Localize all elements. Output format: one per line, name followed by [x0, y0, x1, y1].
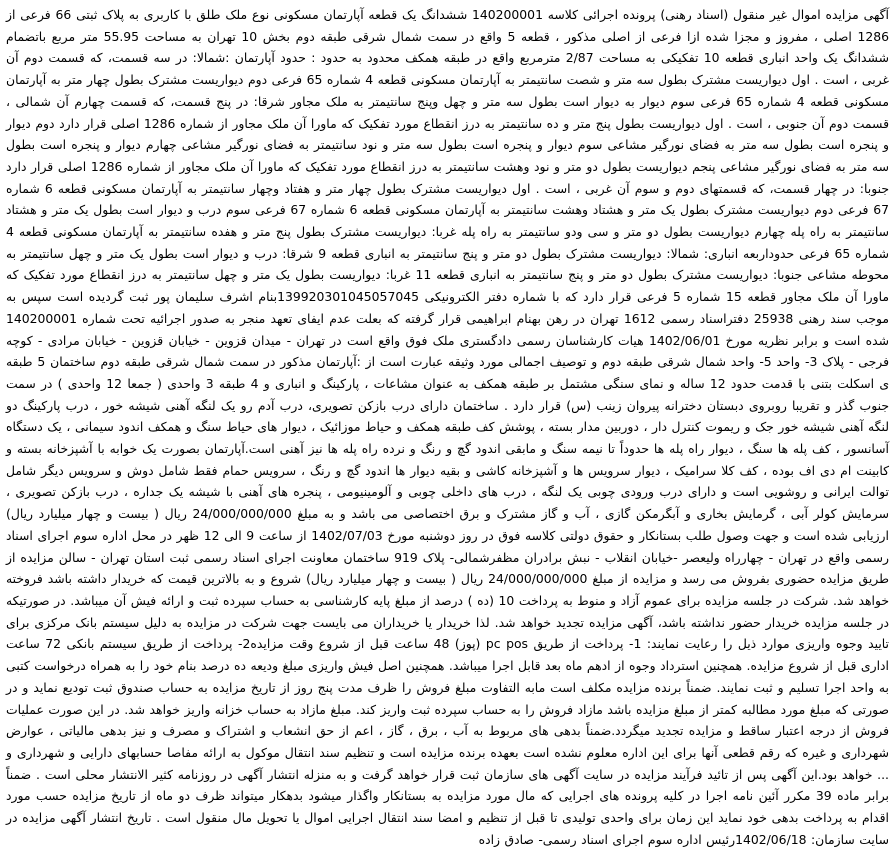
notice-body-text: آگهی مزایده اموال غیر منقول (اسناد رهنی) پرونده اجرائی کلاسه 140200001 ششدانگ یک قطعه آپارتمان مسکونی نوع ملک طلق با کاربری به پلاک ثبتی 66 فرعی از 1286 اصلی ، مفروز و مجزا شده ازا فرعی از اصلی مذکور ، قطعه 5 واقع در سمت شمال شرقی طبقه دوم بخش 10 تهران به مساحت 55.95 متر مربع باتضمام ششدانگ یک واحد انباری قطعه 10 تفکیکی به مساحت 2/87 مترمربع واقع در طبقه همکف محدود به حدود : حدود آپارتمان :شمالا: در سه قسمت، که قسمت دوم آن غربی ، است . اول دیواریست مشترک بطول سه متر و شصت سانتیمتر به آپارتمان مسکونی قطعه 4 شماره 65 فرعی دوم دیواریست مشترک بطول چهار متر به آپارتمان مسکونی قطعه 4 شماره 65 فرعی سوم دیوار به دیوار است بطول سه متر و چهل وپنج سانتیمتر به ملک مجاور شرقا: در پنج قسمت، که قسمت چهارم آن شمالی ، قسمت دوم آن جنوبی ، است . اول دیواریست بطول پنج متر و ده سانتیمتر به درز انقطاع مورد تفکیک که ماورا آن ملک مجاور از شماره 1286 اصلی قرار دارد دوم دیوار و پنجره است بطول سه متر به فضای نورگیر مشاعی سوم دیوار و پنجره است بطول سه متر و نود سانتیمتر به فضای نورگیر مشاعی چهارم دیوار و پنجره است بطول سه متر به فضای نورگیر مشاعی پنجم دیواریست بطول دو متر و نود وهشت سانتیمتر به درز انقطاع مورد تفکیک که ماورا آن ملک مجاور از شماره 1286 اصلی قرار دارد جنوبا: در چهار قسمت، که قسمتهای دوم و سوم آن غربی ، است . اول دیواریست مشترک بطول چهار متر و هفتاد وچهار سانتیمتر به آپارتمان مسکونی قطعه 6 شماره 67 فرعی دوم دیواریست مشترک بطول یک متر و هشتاد وهشت سانتیمتر به آپارتمان مسکونی قطعه 6 شماره 67 فرعی سوم درب و دیوار است بطول یک متر و هشتاد سانتیمتر به راه پله چهارم دیواریست بطول دو متر و سی ودو سانتیمتر به راه پله غربا: دیواریست مشترک بطول پنج متر و هفده سانتیمتر به آپارتمان مسکونی قطعه 4 شماره 65 فرعی حدوداربعه انباری: شمالا: دیواریست مشترک بطول دو متر و پنج سانتیمتر به انباری قطعه 9 شرقا: درب و دیوار است بطول یک متر و چهل سانتیمتر به محوطه مشاعی جنوبا: دیواریست مشترک بطول دو متر و پنج سانتیمتر به انباری قطعه 11 غربا: دیواریست بطول یک متر و چهل سانتیمتر به درز انقطاع مورد تفکیک که ماورا آن ملک مجاور قطعه 15 شماره 5 فرعی قرار دارد که با شماره دفتر الکترونیکی 139920301045057045بنام اشرف سلیمان پور ثبت گردیده است سپس به موجب سند رهنی 25938 دفتراسناد رسمی 1612 تهران در رهن بهنام ابراهیمی قرار گرفته که بعلت عدم ایفای تعهد منجر به صدور اجرائیه تحت شماره 140200001 شده است و برابر نظریه مورخ 1402/06/01 هیات کارشناسان رسمی دادگستری ملک فوق واقع است در تهران - میدان قزوین - خیابان قزوین - خیابان مرادی - کوچه فرجی - پلاک 3- واحد 5- واحد شمال شرقی طبقه دوم و توصیف اجمالی مورد وثیقه عبارت است از :آپارتمان مذکور در سمت شمال شرقی طبقه دوم ساختمان 5 طبقه ی اسکلت بتنی با قدمت حدود 12 ساله و نمای سنگی مشتمل بر طبقه همکف به عنوان مشاعات ، پارکینگ و انباری و 4 طبقه 3 واحدی ( جمعا 12 واحدی ) در سمت جنوب گذر و تقریبا روبروی دبستان دخترانه پیروان زینب (س) قرار دارد . ساختمان دارای درب بازکن تصویری، درب آدم رو یک لنگه آهنی شیشه خور ، درب پارکینگ دو لنگه آهنی شیشه خور جک و ریموت کنترل دار ، دوربین مدار بسته ، پوشش کف طبقه همکف و حیاط موزائیک ، دیوار های حیاط سنگ و همکف اندود سیمانی ، یک دستگاه آسانسور ، کف پله ها سنگ ، دیوار راه پله ها حدوداً تا نیمه سنگ و مابقی اندود گچ و رنگ و نرده راه پله ها نیز آهنی است.آپارتمان بصورت یک خوابه با آشپزخانه بسته و کابینت ام دی اف بوده ، کف کلا سرامیک ، دیوار سرویس ها و آشپزخانه کاشی و بقیه دیوار ها اندود گچ و رنگ ، سرویس حمام فقط شامل دوش و سرویس دیگر شامل توالت ایرانی و روشویی است و دارای درب ورودی چوبی یک لنگه ، درب های داخلی چوبی و آلومینیومی ، پنجره های آهنی با شیشه یک جداره ، درب بازکن تصویری ، سرمایش کولر آبی ، گرمایش بخاری و آبگرمکن گازی ، آب و گاز مشترک و برق اختصاصی می باشد و به مبلغ 24/000/000/000 ریال ( بیست و چهار میلیارد ریال) ارزیابی شده است و جهت وصول طلب بستانکار و حقوق دولتی کلاسه فوق در روز دوشنبه مورخ 1402/07/03 از ساعت 9 الی 12 ظهر در محل اداره سوم اجرای اسناد رسمی واقع در تهران - چهارراه ولیعصر -خیابان انقلاب - نبش برادران مظفرشمالی- پلاک 919 ساختمان معاونت اجرای اسناد رسمی ثبت استان تهران - سالن مزایده از طریق مزایده حضوری بفروش می رسد و مزایده از مبلغ 24/000/000/000 ریال ( بیست و چهار میلیارد ریال) شروع و به بالاترین قیمت که خریدار داشته باشد فروخته خواهد شد. شرکت در جلسه مزایده برای عموم آزاد و منوط به پرداخت 10 (ده ) درصد از مبلغ پایه کارشناسی به حساب سپرده ثبت و ارائه فیش آن میباشد. در صورتیکه در جلسه مزایده خریدار حضور نداشته باشد، آگهی مزایده تجدید خواهد شد. لذا خریدار یا خریداران می بایست جهت شرکت در مزایده به دلیل سیستم بانک مرکزی برای تایید وجوه واریزی موارد ذیل را رعایت نمایند: 1- پرداخت از طریق pc pos (پوز) 48 ساعت قبل از شروع وقت مزایده2- پرداخت از طریق سیستم بانکی 72 ساعت اداری قبل از شروع مزایده. همچنین استرداد وجوه از ادهم ماه بعد قابل اجرا میباشد. همچنین اصل فیش واریزی مبلغ ودیعه ده درصد بنام خود را به همراه درخواست کتبی به واحد اجرا تسلیم و ثبت نمایند. ضمناً برنده مزایده مکلف است مابه التفاوت مبلغ فروش را ظرف مدت پنج روز از تاریخ مزایده به حساب صندوق ثبت تودیع نماید و در صورتی که مبلغ مورد مطالبه کمتر از مبلغ مزایده باشد مازاد فروش را به حساب سپرده ثبت واریز کند. مبلغ مازاد به حساب خزانه واریز خواهد شد. در این صورت عملیات فروش از درجه اعتبار ساقط و مزایده تجدید میگردد.ضمناً بدهی های مربوط به آب ، برق ، گاز ، اعم از حق انشعاب و اشتراک و مصرف و نیز بدهی مالیاتی ، عوارض شهرداری و غیره که رقم قطعی آنها برای این اداره معلوم نشده است بعهده برنده مزایده است و تنظیم سند انتقال موکول به ارائه مفاصا حسابهای دارایی و شهرداری و ... خواهد بود.این آگهی پس از تائید فرآیند مزایده در سایت آگهی های سازمان ثبت قرار خواهد گرفت و به منزله انتشار آگهی در روزنامه کثیر الانتشار محلی است . ضمناً برابر ماده 39 مکرر آئین نامه اجرا در کلیه پرونده های اجرایی که مال مورد مزایده به بستانکار واگذار میشود بدهکار میتواند ظرف دو ماه از تاریخ مزایده حسب مورد اقدام به پرداخت بدهی خود نماید این زمان برای واحدی تولیدی تا قبل از تنظیم و امضا سند انتقال اجرایی اموال یا تحویل مال منقول است . تاریخ انتشار آگهی مزایده در سایت سازمان: 1402/06/18رئیس اداره سوم اجرای اسناد رسمی- صادق زاده [6, 7, 890, 847]
